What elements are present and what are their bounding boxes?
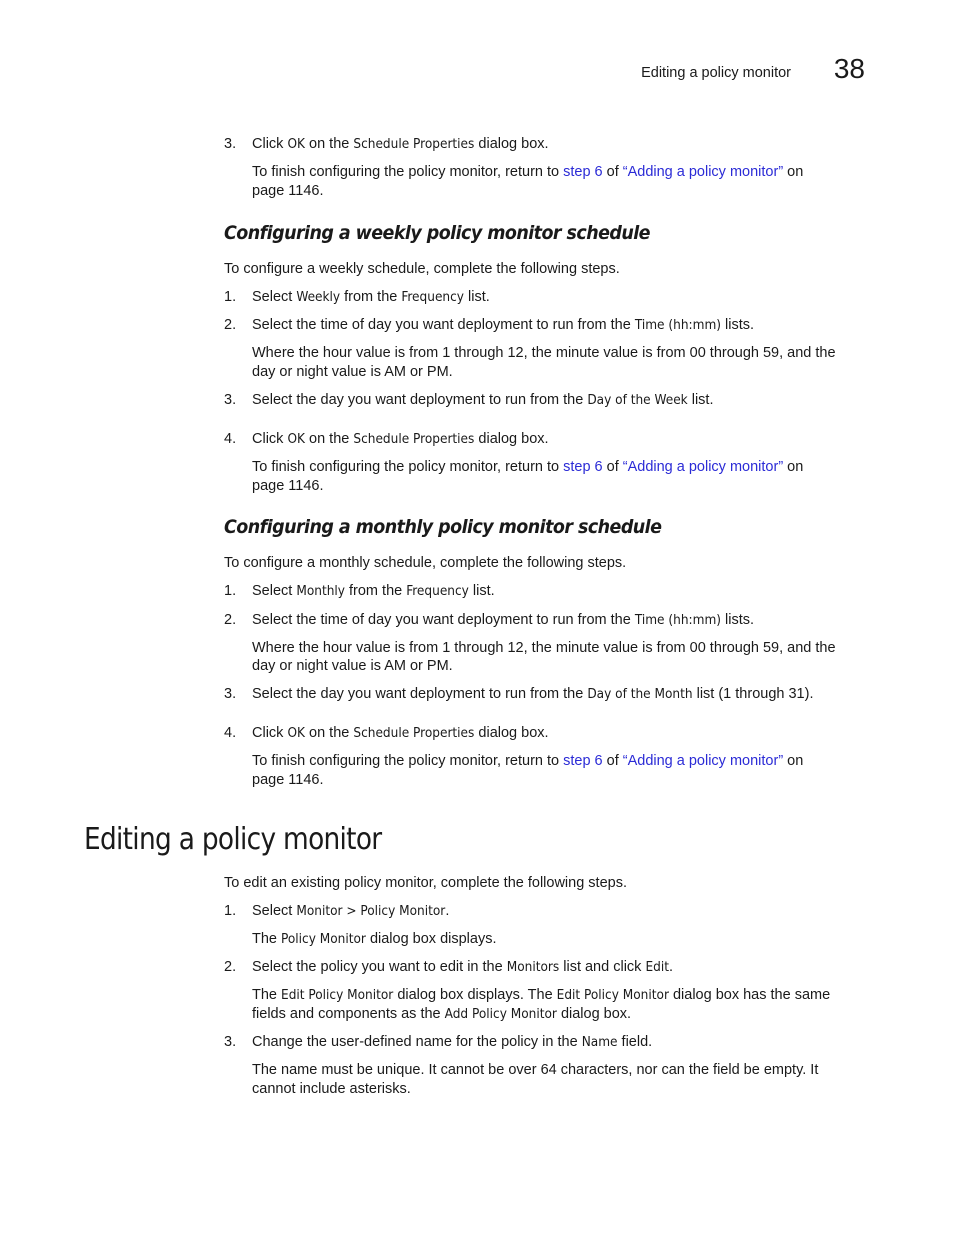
ui-label: Policy Monitor (281, 931, 366, 947)
step-number: 1. (224, 583, 237, 599)
ui-label: Frequency (406, 583, 469, 599)
ui-label: Time (hh:mm) (634, 612, 722, 628)
editing-intro: To edit an existing policy monitor, complete the following steps. (224, 875, 627, 891)
weekly-heading: Configuring a weekly policy monitor schedule (224, 222, 650, 244)
ui-label: Schedule Properties (353, 431, 475, 447)
ui-label: Schedule Properties (353, 725, 475, 741)
section-link[interactable]: “Adding a policy monitor” (622, 164, 784, 180)
step-text: Click OK on the Schedule Properties dialog box. (252, 725, 549, 741)
ui-label: OK (287, 431, 305, 447)
section-link[interactable]: “Adding a policy monitor” (622, 459, 784, 475)
step-text: Click OK on the Schedule Properties dialog box. (252, 431, 549, 447)
ui-label: OK (287, 136, 305, 152)
ui-label: Schedule Properties (353, 136, 475, 152)
section-heading: Editing a policy monitor (84, 822, 382, 857)
ui-label: Weekly (296, 289, 341, 305)
step-text: Select the policy you want to edit in the Monitors list and click Edit. (252, 959, 674, 975)
step-note-continued: fields and components as the Add Policy Monitor dialog box. (252, 1006, 632, 1022)
step-text: Select Monitor > Policy Monitor. (252, 903, 450, 919)
step-number: 2. (224, 317, 237, 333)
step-number: 2. (224, 612, 237, 628)
ui-label: Edit (645, 959, 669, 975)
step-note: To finish configuring the policy monitor, return to step 6 of “Adding a policy monitor” on (252, 459, 804, 475)
step-note: To finish configuring the policy monitor, return to step 6 of “Adding a policy monitor” on (252, 164, 804, 180)
step-number: 3. (224, 686, 237, 702)
step-text: Select Weekly from the Frequency list. (252, 289, 490, 305)
step-number: 3. (224, 392, 237, 408)
step-note: The Policy Monitor dialog box displays. (252, 931, 497, 947)
step-note: Where the hour value is from 1 through 12, the minute value is from 00 through 59, and the (252, 640, 836, 656)
step-note-continued: page 1146. (252, 183, 324, 199)
ui-label: Frequency (401, 289, 464, 305)
step-number: 3. (224, 1034, 237, 1050)
running-header-title: Editing a policy monitor (641, 65, 791, 81)
step-text: Select the day you want deployment to run from the Day of the Week list. (252, 392, 714, 408)
step-note-continued: day or night value is AM or PM. (252, 658, 453, 674)
step-number: 1. (224, 903, 237, 919)
step-note-continued: day or night value is AM or PM. (252, 364, 453, 380)
step-note: Where the hour value is from 1 through 12, the minute value is from 00 through 59, and the (252, 345, 836, 361)
ui-label: Edit Policy Monitor (281, 987, 394, 1003)
step-note-continued: page 1146. (252, 772, 324, 788)
step-text: Select the time of day you want deployment to run from the Time (hh:mm) lists. (252, 317, 755, 333)
step-note: The name must be unique. It cannot be over 64 characters, nor can the field be empty. It (252, 1062, 819, 1078)
step-note-continued: page 1146. (252, 478, 324, 494)
monthly-heading: Configuring a monthly policy monitor schedule (224, 516, 662, 538)
monthly-intro: To configure a monthly schedule, complete the following steps. (224, 555, 627, 571)
step-text: Change the user-defined name for the policy in the Name field. (252, 1034, 653, 1050)
step-text: Select Monthly from the Frequency list. (252, 583, 495, 599)
ui-label: Name (581, 1034, 618, 1050)
step-number: 4. (224, 725, 237, 741)
chapter-number: 38 (833, 53, 865, 84)
step-number: 1. (224, 289, 237, 305)
ui-label: Add Policy Monitor (444, 1006, 557, 1022)
step-text: Click OK on the Schedule Properties dialog box. (252, 136, 549, 152)
weekly-intro: To configure a weekly schedule, complete the following steps. (224, 261, 620, 277)
step-note-continued: cannot include asterisks. (252, 1081, 411, 1097)
step-text: Select the time of day you want deployment to run from the Time (hh:mm) lists. (252, 612, 755, 628)
ui-label: Monitors (506, 959, 560, 975)
step-link[interactable]: step 6 (563, 164, 603, 180)
step-note: To finish configuring the policy monitor, return to step 6 of “Adding a policy monitor” on (252, 753, 804, 769)
ui-label: OK (287, 725, 305, 741)
section-link[interactable]: “Adding a policy monitor” (622, 753, 784, 769)
step-number: 2. (224, 959, 237, 975)
ui-label: Monitor > Policy Monitor (296, 903, 446, 919)
step-link[interactable]: step 6 (563, 753, 603, 769)
step-number: 3. (224, 136, 237, 152)
step-link[interactable]: step 6 (563, 459, 603, 475)
ui-label: Time (hh:mm) (634, 317, 722, 333)
step-text: Select the day you want deployment to run from the Day of the Month list (1 through 31). (252, 686, 814, 702)
step-number: 4. (224, 431, 237, 447)
ui-label: Edit Policy Monitor (556, 987, 669, 1003)
step-note: The Edit Policy Monitor dialog box displays. The Edit Policy Monitor dialog box has the same (252, 987, 831, 1003)
ui-label: Day of the Month (587, 686, 693, 702)
ui-label: Monthly (296, 583, 345, 599)
ui-label: Day of the Week (587, 392, 688, 408)
